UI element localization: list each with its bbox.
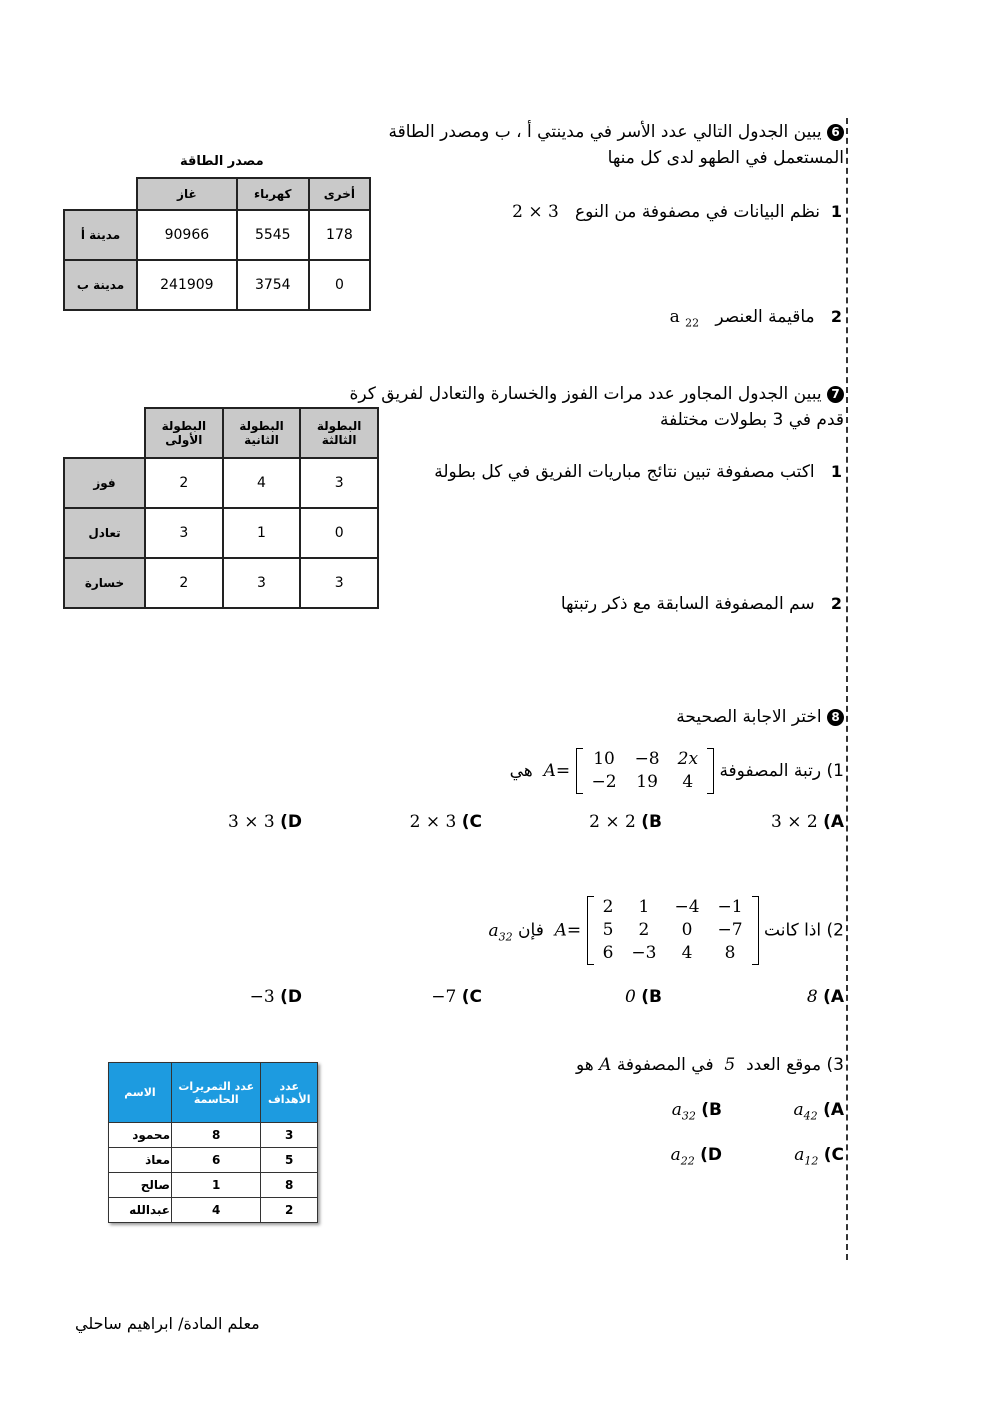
header-cell	[223, 408, 301, 458]
element-letter: a	[794, 1145, 805, 1165]
q8-p3-statement	[576, 1055, 844, 1075]
table-cell: 3	[145, 508, 223, 558]
table-cell: 0	[309, 260, 370, 310]
q8-p3-option-a[interactable]	[794, 1100, 844, 1122]
matrix-entry: −7	[717, 920, 743, 940]
q7-sub2-text: سم المصفوفة السابقة مع ذكر رتبتها	[560, 594, 815, 614]
q8-p3-text1: 3) موقع العدد	[746, 1055, 844, 1075]
element-index: 32	[681, 1109, 696, 1123]
option-value: 8	[806, 987, 818, 1007]
q6-table-title: مصدر الطاقة	[180, 154, 264, 169]
q8-p3-option-b[interactable]	[672, 1100, 722, 1122]
table-cell: 1	[223, 508, 301, 558]
option-label: (A	[823, 987, 844, 1007]
option-label: (B	[701, 1100, 722, 1120]
matrix-entry: 0	[681, 920, 693, 940]
empty-corner	[64, 178, 137, 210]
element-letter: a	[670, 1145, 681, 1165]
matrix-entry: 2	[602, 897, 614, 917]
sub-number: 2	[830, 594, 842, 613]
q8-p2-statement	[489, 896, 845, 965]
header-line: البطولة	[316, 419, 362, 433]
option-value: 2 × 3	[409, 812, 457, 832]
option-value: 3 × 3	[228, 812, 275, 832]
q6-energy-table	[63, 177, 371, 311]
q6-number-badge: 6	[827, 124, 844, 141]
q7-sub2	[561, 594, 842, 614]
q6-sub1-order: 2 × 3	[512, 202, 559, 222]
q8-p2-element	[489, 921, 513, 941]
q8-p2-option-a[interactable]	[807, 987, 844, 1007]
table-cell: 2	[145, 458, 223, 508]
option-value	[670, 1145, 695, 1168]
table-cell: 2	[145, 558, 223, 608]
matrix-entry: 4	[682, 772, 694, 792]
table-cell: 3754	[237, 260, 309, 310]
sub-number: 1	[830, 202, 842, 221]
q8-p3-text2: في المصفوفة	[616, 1055, 714, 1075]
sub-number: 2	[830, 307, 842, 326]
table-cell: 4	[172, 1198, 261, 1223]
header-cell: عدد التمريرات الحاسمة	[172, 1063, 261, 1123]
option-label: (C	[823, 1145, 844, 1165]
element-index: 42	[803, 1109, 818, 1123]
q8-p1-option-b[interactable]	[589, 812, 662, 832]
table-cell: عبدالله	[109, 1198, 172, 1223]
matrix-entry: 6	[602, 943, 614, 963]
q6-sub2	[670, 307, 842, 329]
matrix-entry: 4	[681, 943, 693, 963]
option-label: (C	[461, 987, 482, 1007]
table-cell: 8	[261, 1173, 318, 1198]
q8-p2-prefix: 2) اذا كانت	[764, 920, 844, 941]
q7-text-line1	[349, 384, 844, 404]
q7-sub1	[434, 462, 842, 482]
q8-number-badge: 8	[827, 709, 844, 726]
option-label: (A	[823, 1100, 844, 1120]
option-value	[793, 1100, 818, 1123]
q8-p1-statement	[510, 748, 844, 794]
q8-p1-lhs: A=	[543, 761, 571, 781]
header-cell: عدد الأهداف	[261, 1063, 318, 1123]
matrix-entry: 10	[593, 749, 615, 769]
header-line: الأولى	[165, 433, 203, 447]
option-label: (D	[280, 812, 302, 832]
table-cell: 2	[261, 1198, 318, 1223]
option-value: −3	[249, 987, 275, 1007]
q8-p1-option-c[interactable]	[410, 812, 482, 832]
option-label: (D	[280, 987, 302, 1007]
q7-results-table	[63, 407, 379, 609]
matrix-entry: 2	[638, 920, 650, 940]
q6-sub1-text: نظم البيانات في مصفوفة من النوع	[575, 202, 821, 222]
table-cell: 3	[300, 558, 378, 608]
q8-p1-option-a[interactable]	[771, 812, 844, 832]
option-value	[671, 1100, 696, 1123]
q8-p2-option-c[interactable]	[431, 987, 482, 1007]
q8-p3-option-c[interactable]	[794, 1145, 844, 1167]
matrix-entry: 8	[724, 943, 736, 963]
matrix-entry: −1	[717, 897, 743, 917]
option-value: 0	[625, 987, 636, 1007]
q7-sub1-text: اكتب مصفوفة تبين نتائج مباريات الفريق في كل بطولة	[434, 462, 815, 482]
q6-text-line1	[388, 122, 844, 142]
option-value: 3 × 2	[770, 812, 818, 832]
option-label: (B	[641, 812, 662, 832]
option-label: (D	[700, 1145, 722, 1165]
table-cell: 90966	[137, 210, 237, 260]
q8-p3-matrix-name: A	[599, 1055, 612, 1075]
table-cell: 5545	[237, 210, 309, 260]
q8-p2-matrix	[587, 896, 759, 965]
option-value: −7	[431, 987, 457, 1007]
header-line: الثانية	[244, 433, 279, 447]
row-label: خسارة	[64, 558, 145, 608]
option-value	[794, 1145, 819, 1168]
q6-sub1	[512, 202, 842, 222]
element-index: 22	[685, 316, 700, 330]
q6-sub2-text: ماقيمة العنصر	[715, 307, 815, 327]
matrix-entry: −3	[631, 943, 657, 963]
q8-p3-text3: هو	[575, 1055, 594, 1075]
row-label: فوز	[64, 458, 145, 508]
q7-number-badge: 7	[827, 386, 844, 403]
teacher-footer: معلم المادة/ ابراهيم ساحلي	[75, 1314, 260, 1333]
matrix-entry: −2	[591, 772, 617, 792]
element-index: 12	[804, 1154, 819, 1168]
q7-text: يبين الجدول المجاور عدد مرات الفوز والخسارة والتعادل لفريق كرة	[349, 384, 822, 404]
table-cell: 3	[261, 1123, 318, 1148]
table-cell: 178	[309, 210, 370, 260]
q8-p1-matrix	[576, 748, 715, 794]
goals-table	[108, 1062, 318, 1223]
empty-corner	[64, 408, 145, 458]
q8-title	[676, 707, 844, 727]
q8-p2-option-d[interactable]	[250, 987, 302, 1007]
header-cell: كهرباء	[237, 178, 309, 210]
table-cell: 241909	[137, 260, 237, 310]
q8-p2-suffix: فإن	[518, 920, 544, 941]
table-cell: صالح	[109, 1173, 172, 1198]
header-line: البطولة	[161, 419, 207, 433]
q6-text-line2: المستعمل في الطهو لدى كل منها	[607, 148, 844, 168]
header-cell	[145, 408, 223, 458]
option-label: (B	[641, 987, 662, 1007]
element-index: 32	[498, 929, 513, 943]
row-label: مدينة أ	[64, 210, 137, 260]
table-cell: محمود	[109, 1123, 172, 1148]
q8-p2-lhs: A=	[554, 920, 582, 941]
q8-p2-option-b[interactable]	[625, 987, 662, 1007]
row-label: مدينة ب	[64, 260, 137, 310]
element-index: 22	[680, 1154, 695, 1168]
header-line: البطولة	[239, 419, 284, 433]
table-cell: 3	[223, 558, 301, 608]
element-letter: a	[793, 1100, 804, 1120]
header-line: الثالثة	[321, 433, 357, 447]
table-cell: 5	[261, 1148, 318, 1173]
q8-title-text: اختر الاجابة الصحيحة	[676, 707, 822, 727]
table-cell: 1	[172, 1173, 261, 1198]
option-value: 2 × 2	[589, 812, 636, 832]
table-cell: 4	[223, 458, 301, 508]
matrix-entry: 19	[636, 772, 658, 792]
sub-number: 1	[830, 462, 842, 481]
q8-p1-suffix: هي	[509, 761, 533, 781]
table-cell: 3	[300, 458, 378, 508]
q8-p3-number: 5	[724, 1055, 736, 1075]
table-cell: 8	[172, 1123, 261, 1148]
option-label: (C	[461, 812, 482, 832]
table-cell: معاذ	[109, 1148, 172, 1173]
q6-text: يبين الجدول التالي عدد الأسر في مدينتي أ ، ب ومصدر الطاقة	[388, 122, 822, 142]
table-cell: 0	[300, 508, 378, 558]
q8-p1-prefix: 1) رتبة المصفوفة	[719, 761, 844, 781]
q6-sub2-element	[669, 307, 700, 330]
q7-text-line2: قدم في 3 بطولات مختلفة	[659, 410, 844, 430]
matrix-entry: −8	[634, 749, 660, 769]
matrix-entry: 5	[602, 920, 614, 940]
table-cell: 6	[172, 1148, 261, 1173]
q8-p3-option-d[interactable]	[671, 1145, 722, 1167]
header-cell	[300, 408, 378, 458]
row-label: تعادل	[64, 508, 145, 558]
matrix-entry: −4	[674, 897, 700, 917]
header-cell: الاسم	[109, 1063, 172, 1123]
header-cell: غاز	[137, 178, 237, 210]
q8-p1-option-d[interactable]	[228, 812, 302, 832]
matrix-entry: 2x	[677, 749, 699, 769]
element-letter: a	[669, 307, 680, 327]
option-label: (A	[823, 812, 844, 832]
element-letter: a	[671, 1100, 682, 1120]
element-letter: a	[488, 920, 499, 941]
header-cell: أخرى	[309, 178, 370, 210]
dashed-margin-line	[846, 118, 848, 1260]
matrix-entry: 1	[638, 897, 650, 917]
